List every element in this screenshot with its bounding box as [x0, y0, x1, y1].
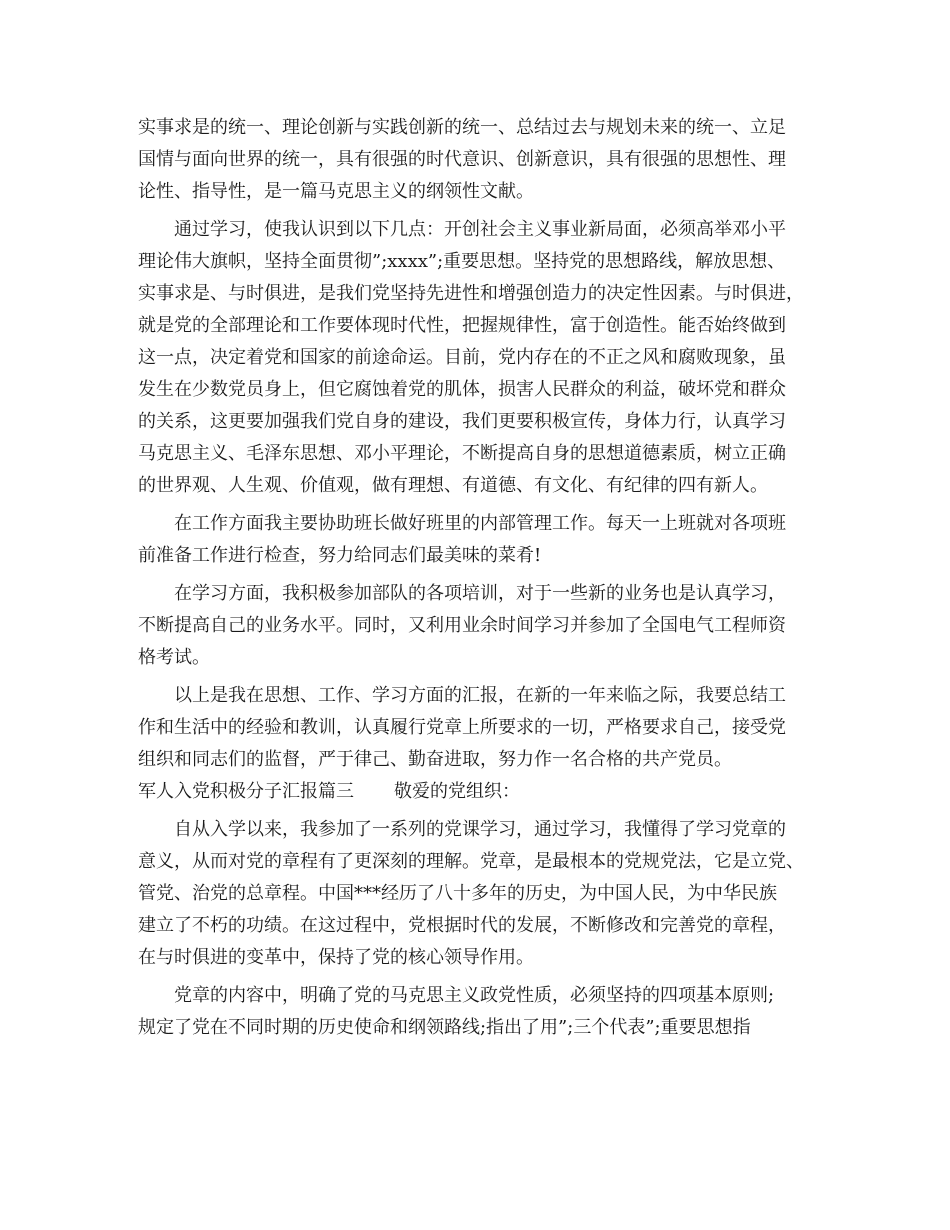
text-line: 就是党的全部理论和工作要体现时代性，把握规律性，富于创造性。能否始终做到	[138, 315, 786, 336]
paragraph-7	[138, 980, 828, 1044]
text-line: 组织和同志们的监督，严于律己、勤奋进取，努力作一名合格的共产党员。	[138, 749, 732, 770]
text-line: 发生在少数党员身上，但它腐蚀着党的肌体，损害人民群众的利益，破坏党和群众	[138, 379, 786, 400]
text-line: 格考试。	[138, 647, 210, 668]
document-body	[138, 112, 828, 1044]
salutation: 敬爱的党组织：	[394, 781, 520, 802]
paragraph-4	[138, 578, 828, 674]
text-line: 实事求是的统一、理论创新与实践创新的统一、总结过去与规划未来的统一、立足	[138, 117, 786, 138]
text-line: 马克思主义、毛泽东思想、邓小平理论，不断提高自身的思想道德素质，树立正确	[138, 443, 786, 464]
text-line: 党章的内容中，明确了党的马克思主义政党性质，必须坚持的四项基本原则;	[174, 985, 775, 1006]
text-line: 的关系，这更要加强我们党自身的建设，我们更要积极宣传，身体力行，认真学习	[138, 411, 786, 432]
text-line: 规定了党在不同时期的历史使命和纲领路线;指出了用”;三个代表”;重要思想指	[138, 1017, 751, 1038]
text-line: 国情与面向世界的统一，具有很强的时代意识、创新意识，具有很强的思想性、理	[138, 149, 786, 170]
text-line: 在与时俱进的变革中，保持了党的核心领导作用。	[138, 947, 534, 968]
text-line: 通过学习，使我认识到以下几点：开创社会主义事业新局面，必须高举邓小平	[174, 219, 786, 240]
paragraph-3	[138, 508, 828, 572]
text-line: 以上是我在思想、工作、学习方面的汇报，在新的一年来临之际，我要总结工	[174, 685, 786, 706]
text-line: 管党、治党的总章程。中国***经历了八十多年的历史，为中国人民，为中华民族	[138, 883, 777, 904]
text-line: 不断提高自己的业务水平。同时，又利用业余时间学习并参加了全国电气工程师资	[138, 615, 786, 636]
paragraph-6	[138, 814, 828, 974]
paragraph-2	[138, 214, 828, 502]
text-line: 自从入学以来，我参加了一系列的党课学习，通过学习，我懂得了学习党章的	[174, 819, 786, 840]
section-heading	[138, 776, 828, 808]
text-line: 在工作方面我主要协助班长做好班里的内部管理工作。每天一上班就对各项班	[174, 513, 786, 534]
text-line: 前准备工作进行检查，努力给同志们最美味的菜肴!	[138, 545, 542, 566]
paragraph-5	[138, 680, 828, 776]
text-line: 建立了不朽的功绩。在这过程中，党根据时代的发展，不断修改和完善党的章程，	[138, 915, 786, 936]
text-line: 理论伟大旗帜，坚持全面贯彻”;xxxx”;重要思想。坚持党的思想路线，解放思想、	[138, 251, 786, 272]
text-line: 实事求是、与时俱进，是我们党坚持先进性和增强创造力的决定性因素。与时俱进，	[138, 283, 804, 304]
section-title: 军人入党积极分子汇报篇三	[138, 781, 354, 802]
text-line: 论性、指导性，是一篇马克思主义的纲领性文献。	[138, 181, 534, 202]
text-line: 在学习方面，我积极参加部队的各项培训，对于一些新的业务也是认真学习，	[174, 583, 786, 604]
paragraph-1	[138, 112, 828, 208]
text-line: 作和生活中的经验和教训，认真履行党章上所要求的一切，严格要求自己，接受党	[138, 717, 786, 738]
text-line: 这一点，决定着党和国家的前途命运。目前，党内存在的不正之风和腐败现象，虽	[138, 347, 786, 368]
text-line: 意义，从而对党的章程有了更深刻的理解。党章，是最根本的党规党法，它是立党、	[138, 851, 804, 872]
text-line: 的世界观、人生观、价值观，做有理想、有道德、有文化、有纪律的四有新人。	[138, 475, 768, 496]
